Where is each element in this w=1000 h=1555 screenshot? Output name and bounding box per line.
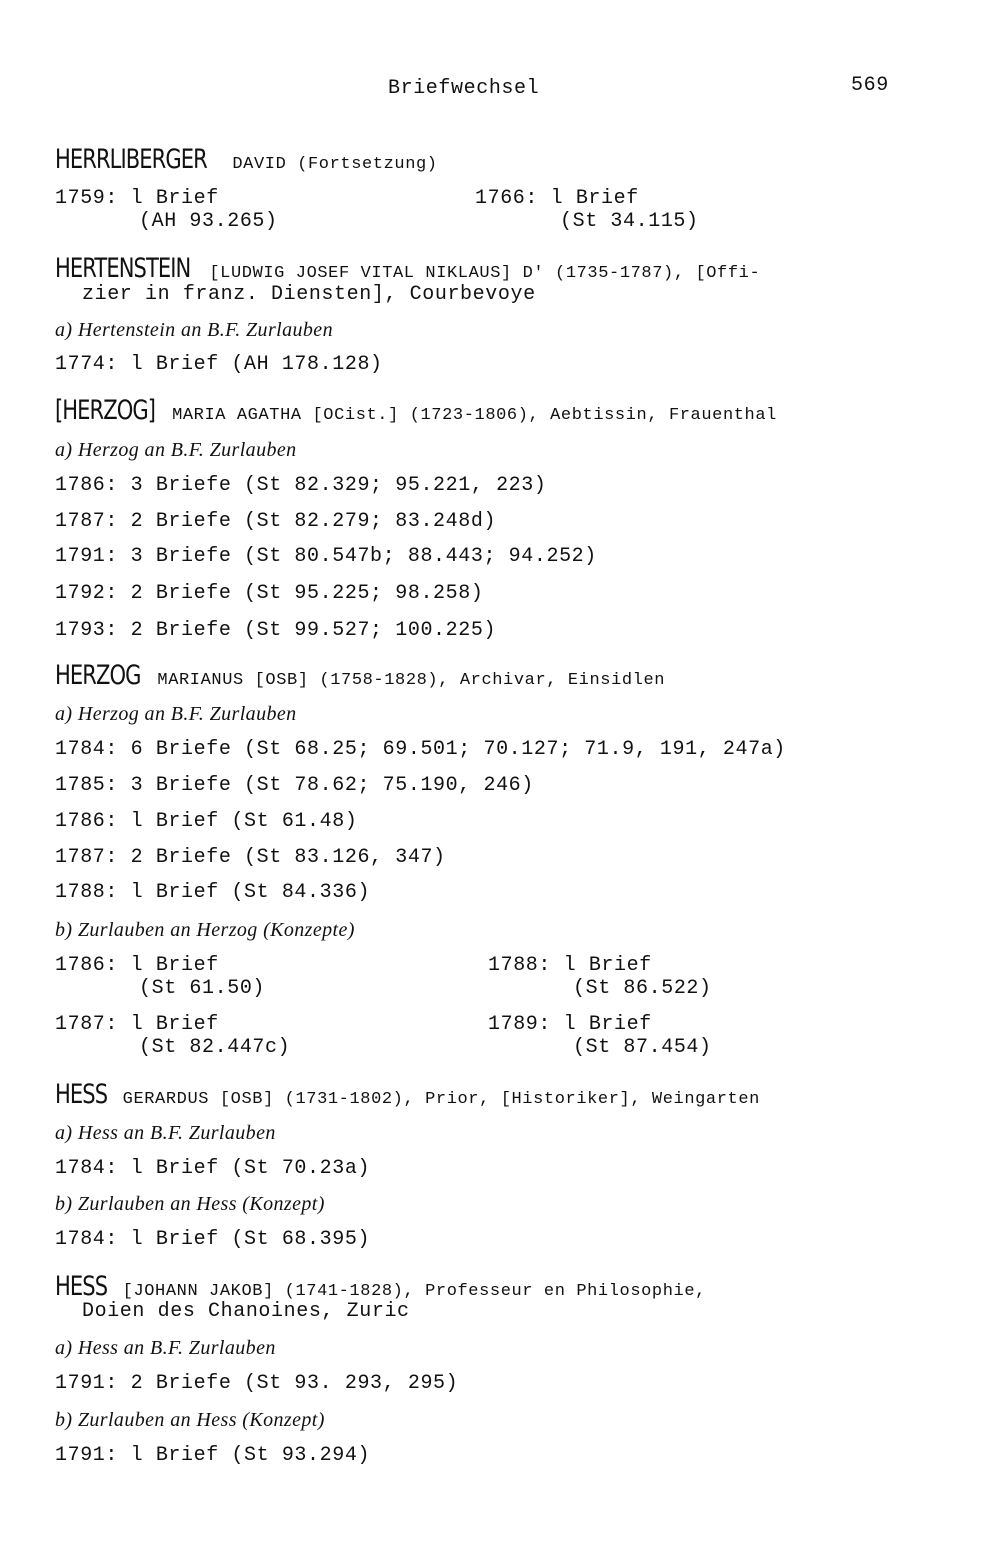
letter-signature: (St 61.50) (139, 977, 266, 1000)
subsection-heading: a) Herzog an B.F. Zurlauben (55, 439, 297, 461)
letter-entry: 1791: l Brief (St 93.294) (55, 1444, 371, 1467)
entry-name: HERRLIBERGER (55, 144, 207, 175)
letter-entry: 1792: 2 Briefe (St 95.225; 98.258) (55, 582, 484, 605)
entry-name: [HERZOG] (55, 395, 156, 426)
entry-name: HERZOG (55, 660, 141, 691)
letter-entry: 1788: l Brief (St 84.336) (55, 881, 371, 904)
letter-entry: 1784: l Brief (St 70.23a) (55, 1157, 371, 1180)
letter-entry: 1793: 2 Briefe (St 99.527; 100.225) (55, 619, 497, 642)
subsection-heading: a) Hess an B.F. Zurlauben (55, 1337, 276, 1359)
entry-name: HESS (55, 1271, 108, 1302)
letter-signature: (St 34.115) (560, 210, 699, 233)
subsection-heading: a) Hertenstein an B.F. Zurlauben (55, 319, 333, 341)
entry-heading (55, 253, 761, 286)
entry-heading (55, 144, 438, 177)
subsection-heading: b) Zurlauben an Herzog (Konzepte) (55, 919, 355, 941)
entry-heading (55, 1079, 760, 1112)
letter-entry: 1784: 6 Briefe (St 68.25; 69.501; 70.127; 71.9, 191, 247a) (55, 738, 786, 761)
letter-entry: 1787: 2 Briefe (St 82.279; 83.248d) (55, 510, 497, 533)
subsection-heading: b) Zurlauben an Hess (Konzept) (55, 1409, 325, 1431)
subsection-heading: a) Herzog an B.F. Zurlauben (55, 703, 297, 725)
letter-entry: 1784: l Brief (St 68.395) (55, 1228, 371, 1251)
subsection-heading: b) Zurlauben an Hess (Konzept) (55, 1193, 325, 1215)
letter-count: 1759: l Brief (55, 187, 219, 210)
letter-signature: (St 82.447c) (139, 1036, 291, 1059)
letter-entry: 1791: 3 Briefe (St 80.547b; 88.443; 94.252) (55, 545, 597, 568)
entry-title: [LUDWIG JOSEF VITAL NIKLAUS] D' (1735-1787), [Offi- (198, 264, 761, 283)
letter-entry: 1785: 3 Briefe (St 78.62; 75.190, 246) (55, 774, 534, 797)
subsection-heading: a) Hess an B.F. Zurlauben (55, 1122, 276, 1144)
letter-count: 1788: l Brief (488, 954, 652, 977)
letter-count: 1787: l Brief (55, 1013, 219, 1036)
entry-title-continuation: Doien des Chanoines, Zuric (82, 1300, 410, 1323)
letter-entry: 1787: 2 Briefe (St 83.126, 347) (55, 846, 446, 869)
letter-count: 1786: l Brief (55, 954, 219, 977)
entry-title: MARIANUS [OSB] (1758-1828), Archivar, Einsidlen (146, 671, 666, 690)
letter-signature: (AH 93.265) (139, 210, 278, 233)
entry-heading (55, 660, 666, 693)
letter-count: 1766: l Brief (475, 187, 639, 210)
page-number: 569 (851, 74, 889, 97)
letter-entry: 1786: 3 Briefe (St 82.329; 95.221, 223) (55, 474, 547, 497)
entry-name: HERTENSTEIN (55, 253, 191, 284)
letter-entry: 1774: l Brief (AH 178.128) (55, 353, 383, 376)
entry-title: GERARDUS [OSB] (1731-1802), Prior, [Historiker], Weingarten (111, 1090, 760, 1109)
letter-entry: 1786: l Brief (St 61.48) (55, 810, 358, 833)
entry-title: MARIA AGATHA [OCist.] (1723-1806), Aebtissin, Frauenthal (161, 406, 777, 425)
entry-heading (55, 395, 777, 428)
letter-count: 1789: l Brief (488, 1013, 652, 1036)
letter-signature: (St 87.454) (573, 1036, 712, 1059)
entry-title: [JOHANN JAKOB] (1741-1828), Professeur en Philosophie, (111, 1282, 706, 1301)
letter-signature: (St 86.522) (573, 977, 712, 1000)
entry-title-continuation: zier in franz. Diensten], Courbevoye (82, 283, 536, 306)
letter-entry: 1791: 2 Briefe (St 93. 293, 295) (55, 1372, 459, 1395)
running-head-title: Briefwechsel (388, 77, 540, 100)
entry-name: HESS (55, 1079, 108, 1110)
entry-title: DAVID (Fortsetzung) (221, 155, 438, 174)
